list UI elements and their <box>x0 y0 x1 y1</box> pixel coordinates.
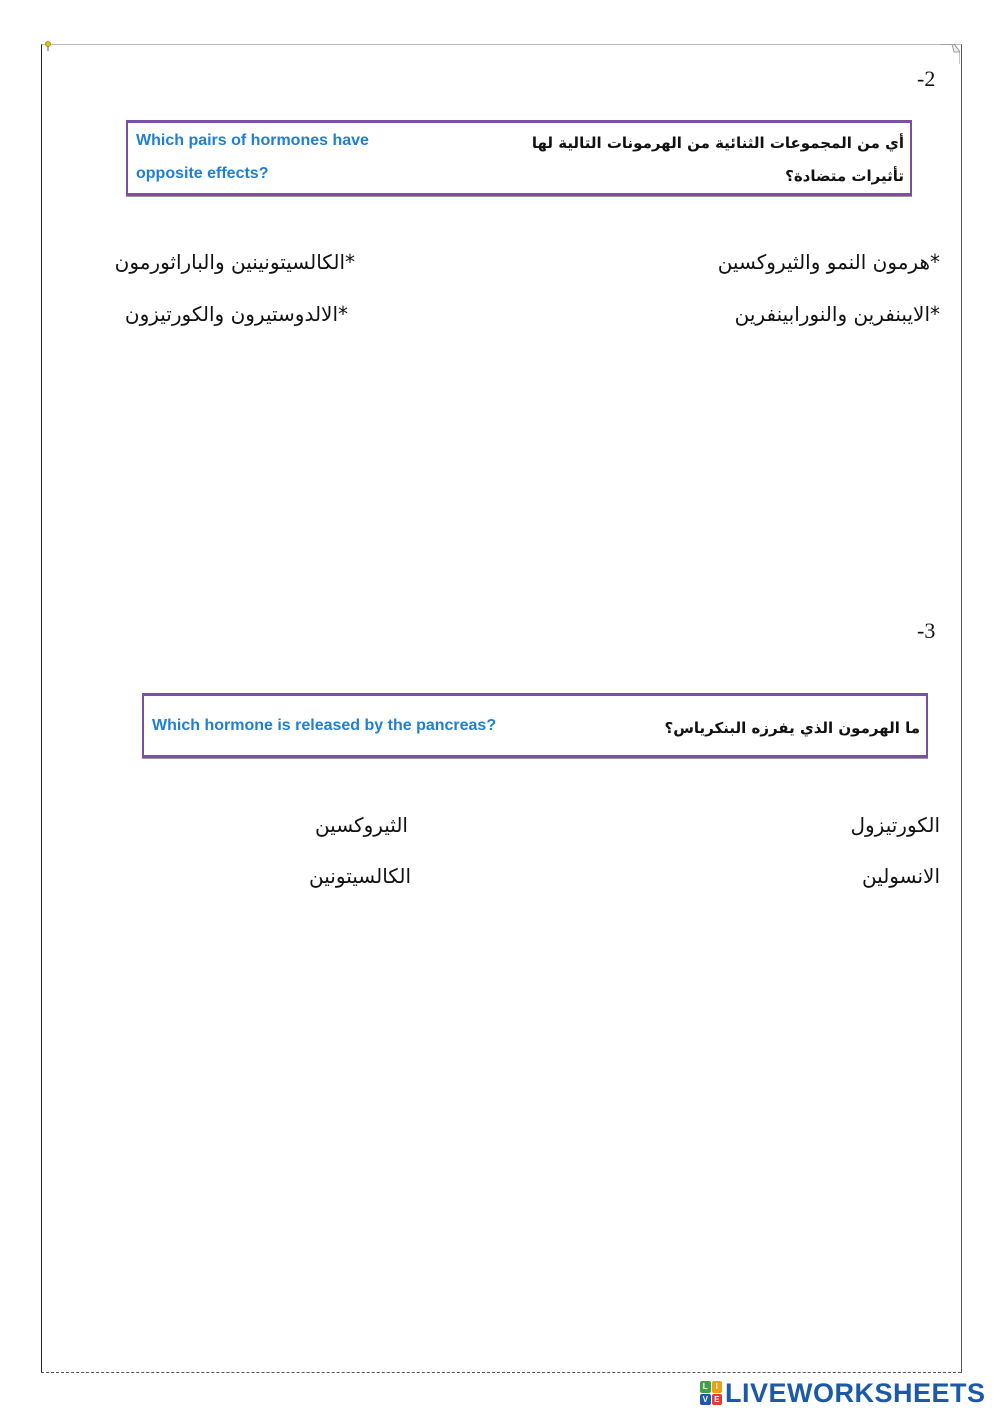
question-3-english: Which hormone is released by the pancreas? <box>152 717 497 734</box>
logo-letter: I <box>712 1381 723 1393</box>
pin-icon <box>44 41 52 51</box>
question-3-option-4[interactable]: الكالسيتونين <box>309 864 411 888</box>
question-2-option-3[interactable]: *الايبنفرين والنورابينفرين <box>734 302 940 326</box>
question-3-box <box>142 693 928 758</box>
question-2-option-1[interactable]: *هرمون النمو والثيروكسين <box>717 250 940 274</box>
liveworksheets-logo <box>700 1378 986 1408</box>
question-2-english-line-1: Which pairs of hormones have <box>136 132 369 149</box>
question-3-number: -3 <box>917 618 936 643</box>
logo-letter: V <box>700 1394 711 1406</box>
question-2-arabic-line-2: تأثيرات متضادة؟ <box>785 167 904 185</box>
question-2-english-line-2: opposite effects? <box>136 165 269 182</box>
question-3-option-2[interactable]: الثيروكسين <box>314 813 408 837</box>
logo-letter: E <box>712 1394 723 1406</box>
question-2-arabic-line-1: أي من المجموعات الثنائية من الهرمونات التالية لها <box>531 134 904 152</box>
question-2-box <box>126 120 912 196</box>
question-2-option-2[interactable]: *الكالسيتونينين والباراثورمون <box>114 250 355 274</box>
page-corner-fold <box>940 44 960 64</box>
question-3-option-3[interactable]: الانسولين <box>861 864 940 888</box>
liveworksheets-icon <box>700 1381 722 1405</box>
question-2-option-4[interactable]: *الالدوستيرون والكورتيزون <box>124 302 348 326</box>
question-2-number: -2 <box>917 66 936 91</box>
logo-letter: L <box>700 1381 711 1393</box>
liveworksheets-wordmark: LIVEWORKSHEETS <box>725 1377 986 1408</box>
question-3-option-1[interactable]: الكورتيزول <box>850 813 940 837</box>
question-3-arabic: ما الهرمون الذي يفرزه البنكرياس؟ <box>664 719 920 737</box>
page-bottom-divider <box>41 1372 961 1373</box>
